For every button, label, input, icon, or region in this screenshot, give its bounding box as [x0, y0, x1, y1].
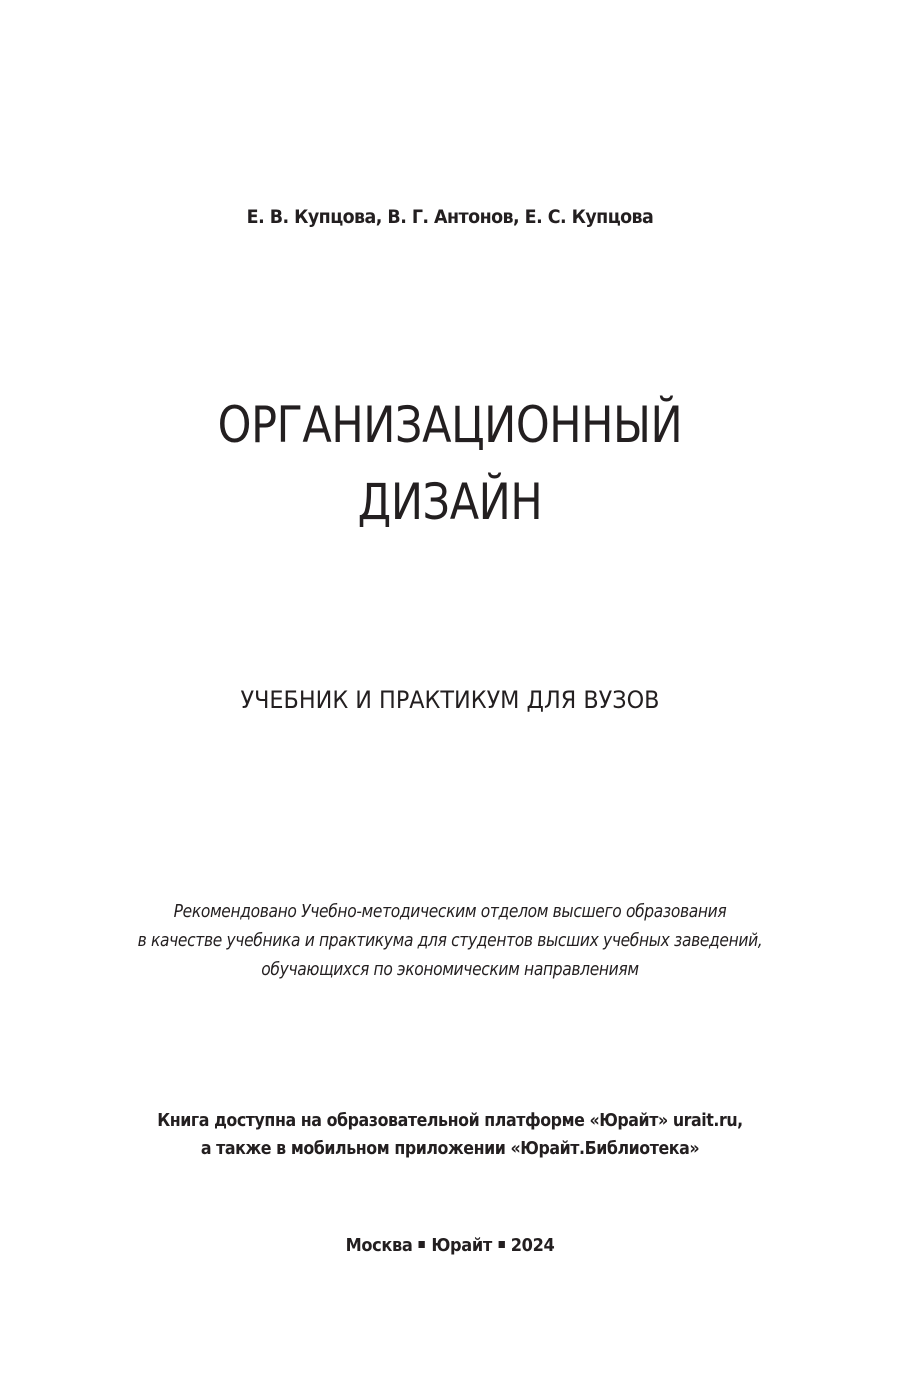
- book-title-line-2: ДИЗАЙН: [357, 473, 543, 531]
- imprint-publisher: Юрайт: [431, 1235, 492, 1256]
- book-title-line-1: ОРГАНИЗАЦИОННЫЙ: [217, 396, 683, 454]
- square-bullet-icon: [419, 1241, 425, 1248]
- imprint-city: Москва: [345, 1235, 413, 1256]
- recommendation-line-1: Рекомендовано Учебно-методическим отделом высшего образования: [173, 901, 727, 922]
- authors: Е. В. Купцова, В. Г. Антонов, Е. С. Купцова: [246, 206, 654, 228]
- availability-line-1: Книга доступна на образовательной платформе «Юрайт» urait.ru,: [157, 1110, 743, 1131]
- recommendation-line-2: в качестве учебника и практикума для студентов высших учебных заведений,: [137, 930, 763, 951]
- imprint-year: 2024: [510, 1235, 555, 1256]
- imprint: [45, 1235, 855, 1256]
- recommendation-line-3: обучающихся по экономическим направлениям: [261, 959, 639, 980]
- availability-line-2: а также в мобильном приложении «Юрайт.Библиотека»: [200, 1138, 700, 1159]
- book-subtitle: УЧЕБНИК И ПРАКТИКУМ ДЛЯ ВУЗОВ: [240, 686, 660, 714]
- square-bullet-icon: [498, 1241, 504, 1248]
